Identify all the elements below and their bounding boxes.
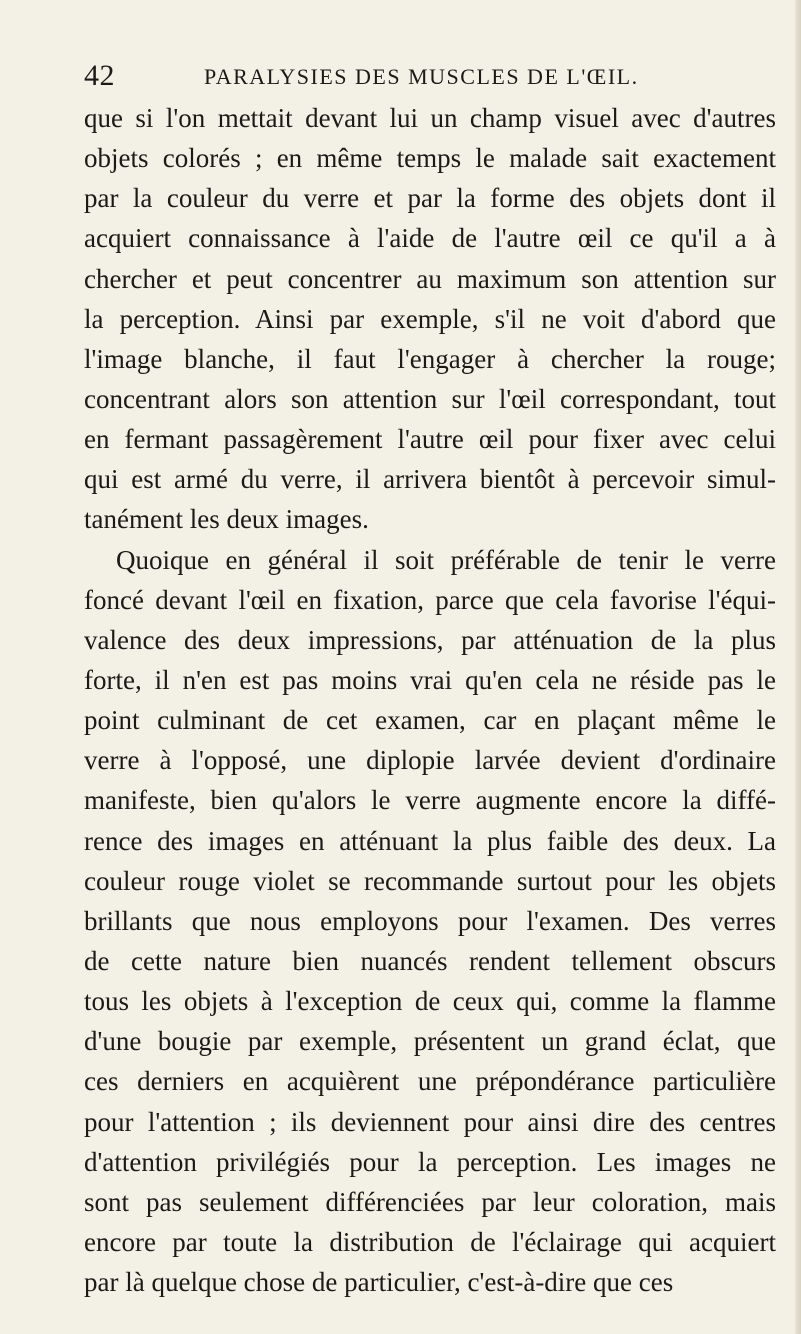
text-line: brillants que nous employons pour l'examen. Des verres	[84, 905, 776, 936]
text-line: chercher et peut concentrer au maximum son attention sur	[84, 263, 776, 294]
page-edge-shadow	[795, 0, 801, 1334]
text-line: par la couleur du verre et par la forme des objets dont il	[84, 183, 776, 214]
text-line: par là quelque chose de particulier, c'est-à-dire que ces	[84, 1267, 674, 1298]
body-text	[84, 98, 776, 1302]
text-line-paragraph-start: Quoique en général il soit préférable de tenir le verre	[116, 544, 776, 575]
text-line: rence des images en atténuant la plus faible des deux. La	[84, 825, 776, 856]
text-line: que si l'on mettait devant lui un champ visuel avec d'autres	[84, 103, 776, 133]
text-line: foncé devant l'œil en fixation, parce que cela favorise l'équi-	[84, 584, 776, 615]
text-line: d'une bougie par exemple, présentent un grand éclat, que	[84, 1026, 776, 1057]
text-line: sont pas seulement différenciées par leur coloration, mais	[84, 1186, 776, 1217]
text-line: tous les objets à l'exception de ceux qui, comme la flamme	[84, 986, 776, 1017]
text-line: point culminant de cet examen, car en plaçant même le	[84, 705, 776, 736]
text-line: objets colorés ; en même temps le malade sait exactement	[84, 143, 776, 174]
text-line: verre à l'opposé, une diplopie larvée devient d'ordinaire	[84, 745, 776, 776]
text-line: de cette nature bien nuancés rendent tellement obscurs	[84, 945, 776, 976]
text-line: concentrant alors son attention sur l'œil correspondant, tout	[84, 383, 776, 414]
text-line: valence des deux impressions, par atténuation de la plus	[84, 624, 776, 655]
text-line: l'image blanche, il faut l'engager à chercher la rouge;	[84, 343, 776, 374]
running-head: PARALYSIES DES MUSCLES DE L'ŒIL.	[204, 64, 639, 89]
text-line: d'attention privilégiés pour la perception. Les images ne	[84, 1146, 776, 1177]
page-number: 42	[84, 59, 115, 92]
text-line: la perception. Ainsi par exemple, s'il ne voit d'abord que	[84, 303, 776, 334]
page-header	[84, 58, 774, 94]
text-line: manifeste, bien qu'alors le verre augmente encore la diffé-	[84, 785, 776, 816]
text-line: forte, il n'en est pas moins vrai qu'en cela ne réside pas le	[84, 664, 776, 695]
text-line-paragraph-end: tanément les deux images.	[84, 504, 369, 535]
text-line: ces derniers en acquièrent une prépondérance particulière	[84, 1066, 776, 1097]
text-line: couleur rouge violet se recommande surtout pour les objets	[84, 865, 776, 896]
text-line: en fermant passagèrement l'autre œil pour fixer avec celui	[84, 424, 776, 455]
text-line: qui est armé du verre, il arrivera bientôt à percevoir simul-	[84, 464, 776, 495]
text-line: pour l'attention ; ils deviennent pour ainsi dire des centres	[84, 1106, 776, 1137]
text-line: encore par toute la distribution de l'éclairage qui acquiert	[84, 1226, 776, 1257]
text-line: acquiert connaissance à l'aide de l'autre œil ce qu'il a à	[84, 223, 776, 254]
